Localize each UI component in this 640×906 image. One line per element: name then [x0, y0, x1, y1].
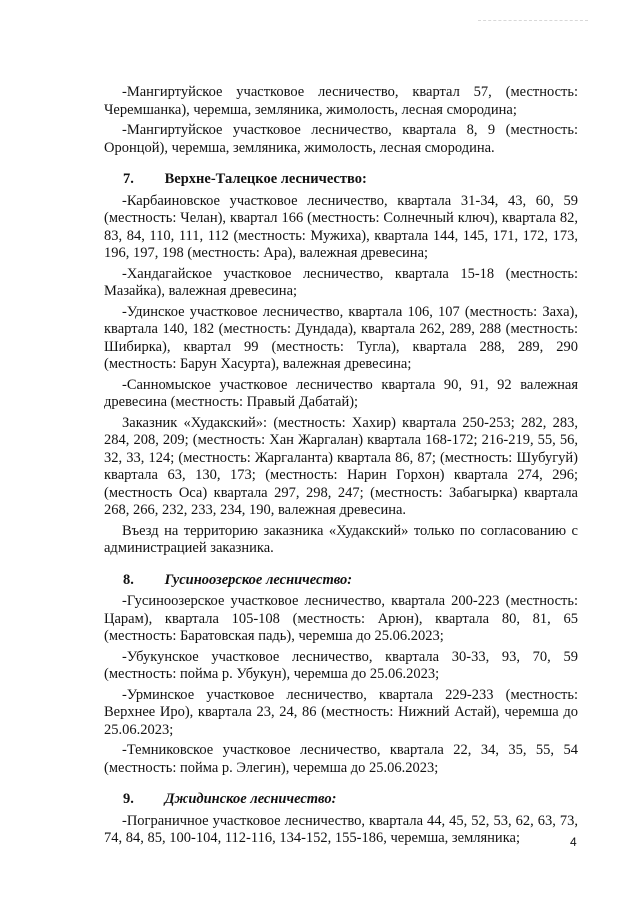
paragraph-item: -Карбаиновское участковое лесничество, квартала 31-34, 43, 60, 59 (местность: Челан), квартал 166 (местность: Солнечный ключ), квартала 82, 83, 84, 110, 111, 112 (местность: Мужиха), квартала 144, 145, 171, 172, 173, 196, 197, 198 (местность: Ара), валежная древесина;	[104, 192, 578, 261]
paragraph-item: -Урминское участковое лесничество, квартала 229-233 (местность: Верхнее Иро), квартала 23, 24, 86 (местность: Нижний Астай), черемша до 25.06.2023;	[104, 686, 578, 738]
paragraph-item: -Санномыское участковое лесничество квартала 90, 91, 92 валежная древесина (местность: Правый Дабатай);	[104, 376, 578, 410]
section-heading-8	[104, 572, 578, 590]
paragraph-item: -Мангиртуйское участковое лесничество, квартала 8, 9 (местность: Оронцой), черемша, земляника, жимолость, лесная смородина.	[104, 122, 578, 156]
paragraph-item: -Гусиноозерское участковое лесничество, квартала 200-223 (местность: Царам), квартала 105-108 (местность: Арюн), квартала 80, 81, 65 (местность: Баратовская падь), черемша до 25.06.2023;	[104, 593, 578, 644]
paragraph-item: -Хандагайское участковое лесничество, квартала 15-18 (местность: Мазайка), валежная древесина;	[104, 265, 578, 299]
paragraph-item: -Темниковское участковое лесничество, квартала 22, 34, 35, 55, 54 (местность: пойма р. Элегин), черемша до 25.06.2023;	[104, 742, 578, 776]
section-heading-7	[104, 171, 578, 189]
document-body	[104, 84, 578, 851]
section-heading-9	[104, 791, 578, 809]
paragraph-item: -Убукунское участковое лесничество, квартала 30-33, 93, 70, 59 (местность: пойма р. Убукун), черемша до 25.06.2023;	[104, 648, 578, 682]
paragraph-item: -Удинское участковое лесничество, квартала 106, 107 (местность: Заха), квартала 140, 182 (местность: Дундада), квартала 262, 289, 288 (местность: Шибирка), квартал 99 (местность: Тугла), квартала 288, 289, 290 (местность: Барун Хасурта), валежная древесина;	[104, 303, 578, 372]
section-title: Верхне-Талецкое лесничество:	[164, 171, 367, 187]
section-title: Джидинское лесничество:	[164, 791, 337, 807]
section-title: Гусиноозерское лесничество:	[164, 571, 353, 588]
section-number: 9.	[123, 791, 134, 807]
section-number: 8.	[123, 571, 134, 588]
paragraph-note: Въезд на территорию заказника «Худакский» только по согласованию с администрацией заказника.	[104, 522, 578, 556]
paragraph-item: -Пограничное участковое лесничество, квартала 44, 45, 52, 53, 62, 63, 73, 74, 84, 85, 100-104, 112-116, 134-152, 155-186, черемша, земляника;	[104, 812, 578, 846]
paragraph-item: -Мангиртуйское участковое лесничество, квартал 57, (местность: Черемшанка), черемша, земляника, жимолость, лесная смородина;	[104, 84, 578, 118]
page-number: 4	[570, 835, 577, 849]
scan-artifact-line	[478, 20, 588, 23]
section-number: 7.	[123, 171, 134, 187]
paragraph-item: Заказник «Худакский»: (местность: Хахир) квартала 250-253; 282, 283, 284, 208, 209; (местность: Хан Жаргалан) квартала 168-172; 216-219, 55, 56, 32, 33, 124; (местность: Жаргаланта) квартала 86, 87; (местность: Шубугуй) квартала 63, 130, 173; (местность: Нарин Горхон) квартала 274, 296; (местность Оса) квартала 297, 298, 247; (местность: Забагырка) квартала 268, 266, 232, 233, 234, 190, валежная древесина.	[104, 414, 578, 518]
